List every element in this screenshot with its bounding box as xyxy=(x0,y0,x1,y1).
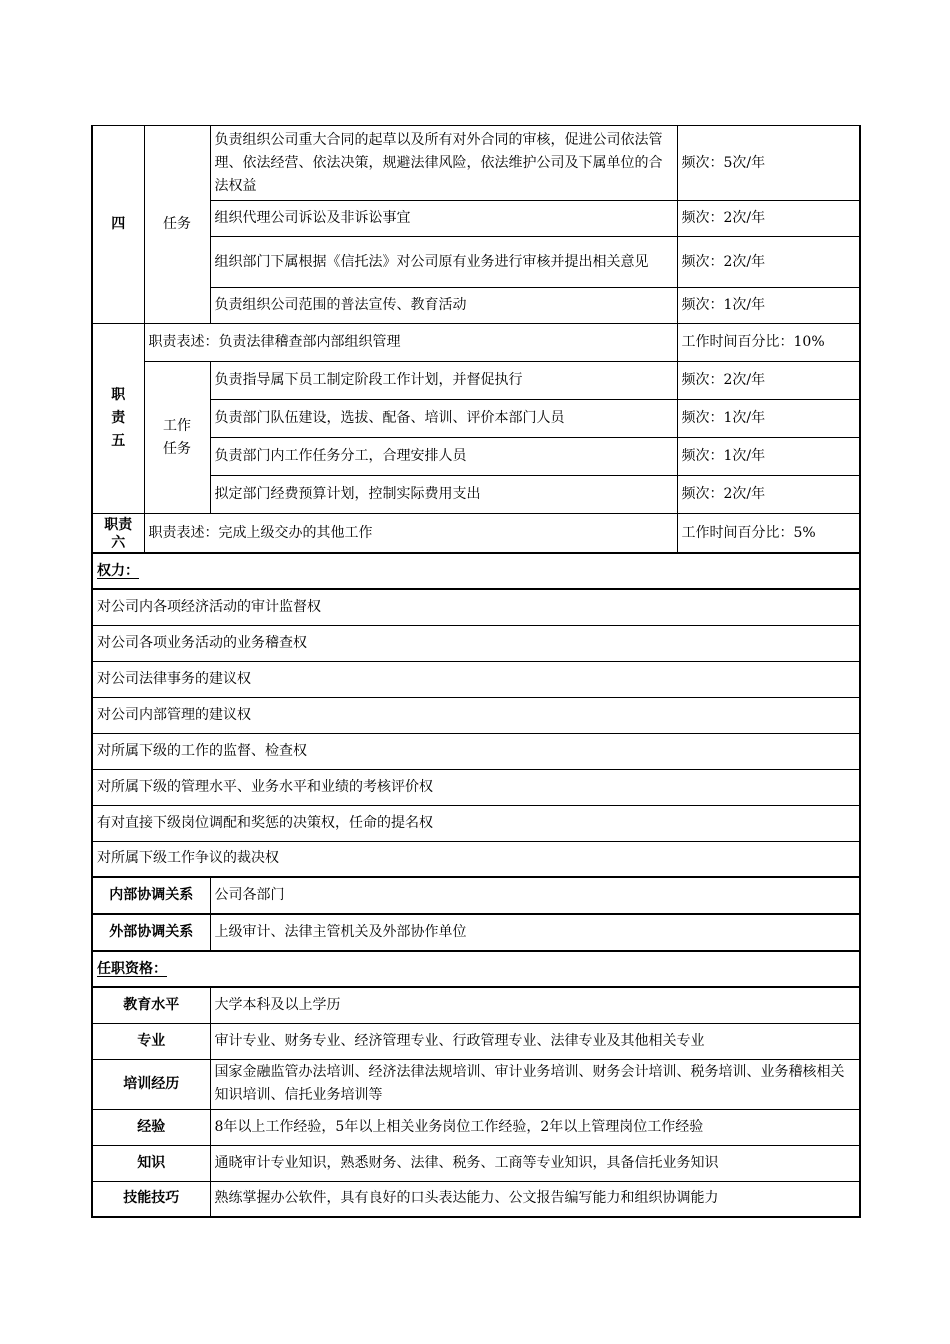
power-item-text: 对所属下级的管理水平、业务水平和业绩的考核评价权 xyxy=(92,769,860,805)
duty4-task-freq: 频次：2次/年 xyxy=(677,201,860,237)
power-item xyxy=(92,661,860,697)
qualification-label: 知识 xyxy=(92,1145,210,1181)
duty5-task-freq: 频次：1次/年 xyxy=(677,400,860,438)
duty4-label: 四 xyxy=(92,126,144,324)
power-item-text: 对所属下级工作争议的裁决权 xyxy=(92,841,860,877)
duty6-pct: 工作时间百分比：5% xyxy=(677,514,860,554)
qualifications-title: 任职资格： xyxy=(97,960,167,977)
qualification-row xyxy=(92,1145,860,1181)
qualification-label: 教育水平 xyxy=(92,987,210,1023)
duty5-desc: 职责表述：负责法律稽查部内部组织管理 xyxy=(144,324,677,362)
qualification-row xyxy=(92,1181,860,1217)
powers-table xyxy=(91,552,861,1218)
qualification-row xyxy=(92,1023,860,1059)
power-item xyxy=(92,589,860,625)
power-item xyxy=(92,841,860,877)
duty4-task-label: 任务 xyxy=(144,126,210,324)
duty6-label: 职责六 xyxy=(92,514,144,554)
power-item xyxy=(92,733,860,769)
external-coordination-value: 上级审计、法律主管机关及外部协作单位 xyxy=(210,914,860,951)
duty6-row xyxy=(92,514,860,554)
duty5-pct: 工作时间百分比：10% xyxy=(677,324,860,362)
power-item xyxy=(92,625,860,661)
power-item xyxy=(92,697,860,733)
qualifications-header-row xyxy=(92,951,860,987)
duty6-desc: 职责表述：完成上级交办的其他工作 xyxy=(144,514,677,554)
duty4-task-freq: 频次：2次/年 xyxy=(677,237,860,288)
qualification-row xyxy=(92,1059,860,1109)
qualification-row xyxy=(92,987,860,1023)
duty5-task-text: 负责部门内工作任务分工，合理安排人员 xyxy=(210,438,677,476)
power-item-text: 有对直接下级岗位调配和奖惩的决策权，任命的提名权 xyxy=(92,805,860,841)
duty4-task-text: 负责组织公司重大合同的起草以及所有对外合同的审核，促进公司依法管理、依法经营、依法决策，规避法律风险，依法维护公司及下属单位的合法权益 xyxy=(210,126,677,201)
power-item xyxy=(92,805,860,841)
duty5-task-freq: 频次：1次/年 xyxy=(677,438,860,476)
power-item-text: 对公司内各项经济活动的审计监督权 xyxy=(92,589,860,625)
qualification-label: 技能技巧 xyxy=(92,1181,210,1217)
duty5-task-text: 负责部门队伍建设，选拔、配备、培训、评价本部门人员 xyxy=(210,400,677,438)
internal-coordination-row xyxy=(92,877,860,914)
qualification-label: 经验 xyxy=(92,1109,210,1145)
duty5-task-text: 拟定部门经费预算计划，控制实际费用支出 xyxy=(210,476,677,514)
qualification-value: 国家金融监管办法培训、经济法律法规培训、审计业务培训、财务会计培训、税务培训、业务稽核相关知识培训、信托业务培训等 xyxy=(210,1059,860,1109)
qualification-label: 培训经历 xyxy=(92,1059,210,1109)
powers-header-row xyxy=(92,553,860,589)
external-coordination-row xyxy=(92,914,860,951)
power-item-text: 对公司各项业务活动的业务稽查权 xyxy=(92,625,860,661)
duties-table xyxy=(91,125,861,554)
duty4-task-text: 组织代理公司诉讼及非诉讼事宜 xyxy=(210,201,677,237)
internal-coordination-label: 内部协调关系 xyxy=(92,877,210,914)
duty4-task-freq: 频次：5次/年 xyxy=(677,126,860,201)
duty4-task-row xyxy=(92,126,860,201)
power-item-text: 对公司内部管理的建议权 xyxy=(92,697,860,733)
duty5-task-freq: 频次：2次/年 xyxy=(677,362,860,400)
external-coordination-label: 外部协调关系 xyxy=(92,914,210,951)
duty4-task-freq: 频次：1次/年 xyxy=(677,288,860,324)
duty5-task-row xyxy=(92,362,860,400)
powers-title: 权力： xyxy=(97,562,139,579)
qualification-row xyxy=(92,1109,860,1145)
duty4-task-text: 组织部门下属根据《信托法》对公司原有业务进行审核并提出相关意见 xyxy=(210,237,677,288)
duty4-task-text: 负责组织公司范围的普法宣传、教育活动 xyxy=(210,288,677,324)
power-item-text: 对所属下级的工作的监督、检查权 xyxy=(92,733,860,769)
duty5-task-text: 负责指导属下员工制定阶段工作计划，并督促执行 xyxy=(210,362,677,400)
duty5-label: 职责五 xyxy=(92,324,144,514)
internal-coordination-value: 公司各部门 xyxy=(210,877,860,914)
duty5-task-freq: 频次：2次/年 xyxy=(677,476,860,514)
qualification-value: 8年以上工作经验，5年以上相关业务岗位工作经验，2年以上管理岗位工作经验 xyxy=(210,1109,860,1145)
qualification-value: 通晓审计专业知识，熟悉财务、法律、税务、工商等专业知识，具备信托业务知识 xyxy=(210,1145,860,1181)
qualification-value: 审计专业、财务专业、经济管理专业、行政管理专业、法律专业及其他相关专业 xyxy=(210,1023,860,1059)
power-item xyxy=(92,769,860,805)
duty5-task-label: 工作任务 xyxy=(144,362,210,514)
qualification-value: 大学本科及以上学历 xyxy=(210,987,860,1023)
power-item-text: 对公司法律事务的建议权 xyxy=(92,661,860,697)
duty5-desc-row xyxy=(92,324,860,362)
qualification-value: 熟练掌握办公软件，具有良好的口头表达能力、公文报告编写能力和组织协调能力 xyxy=(210,1181,860,1217)
qualification-label: 专业 xyxy=(92,1023,210,1059)
